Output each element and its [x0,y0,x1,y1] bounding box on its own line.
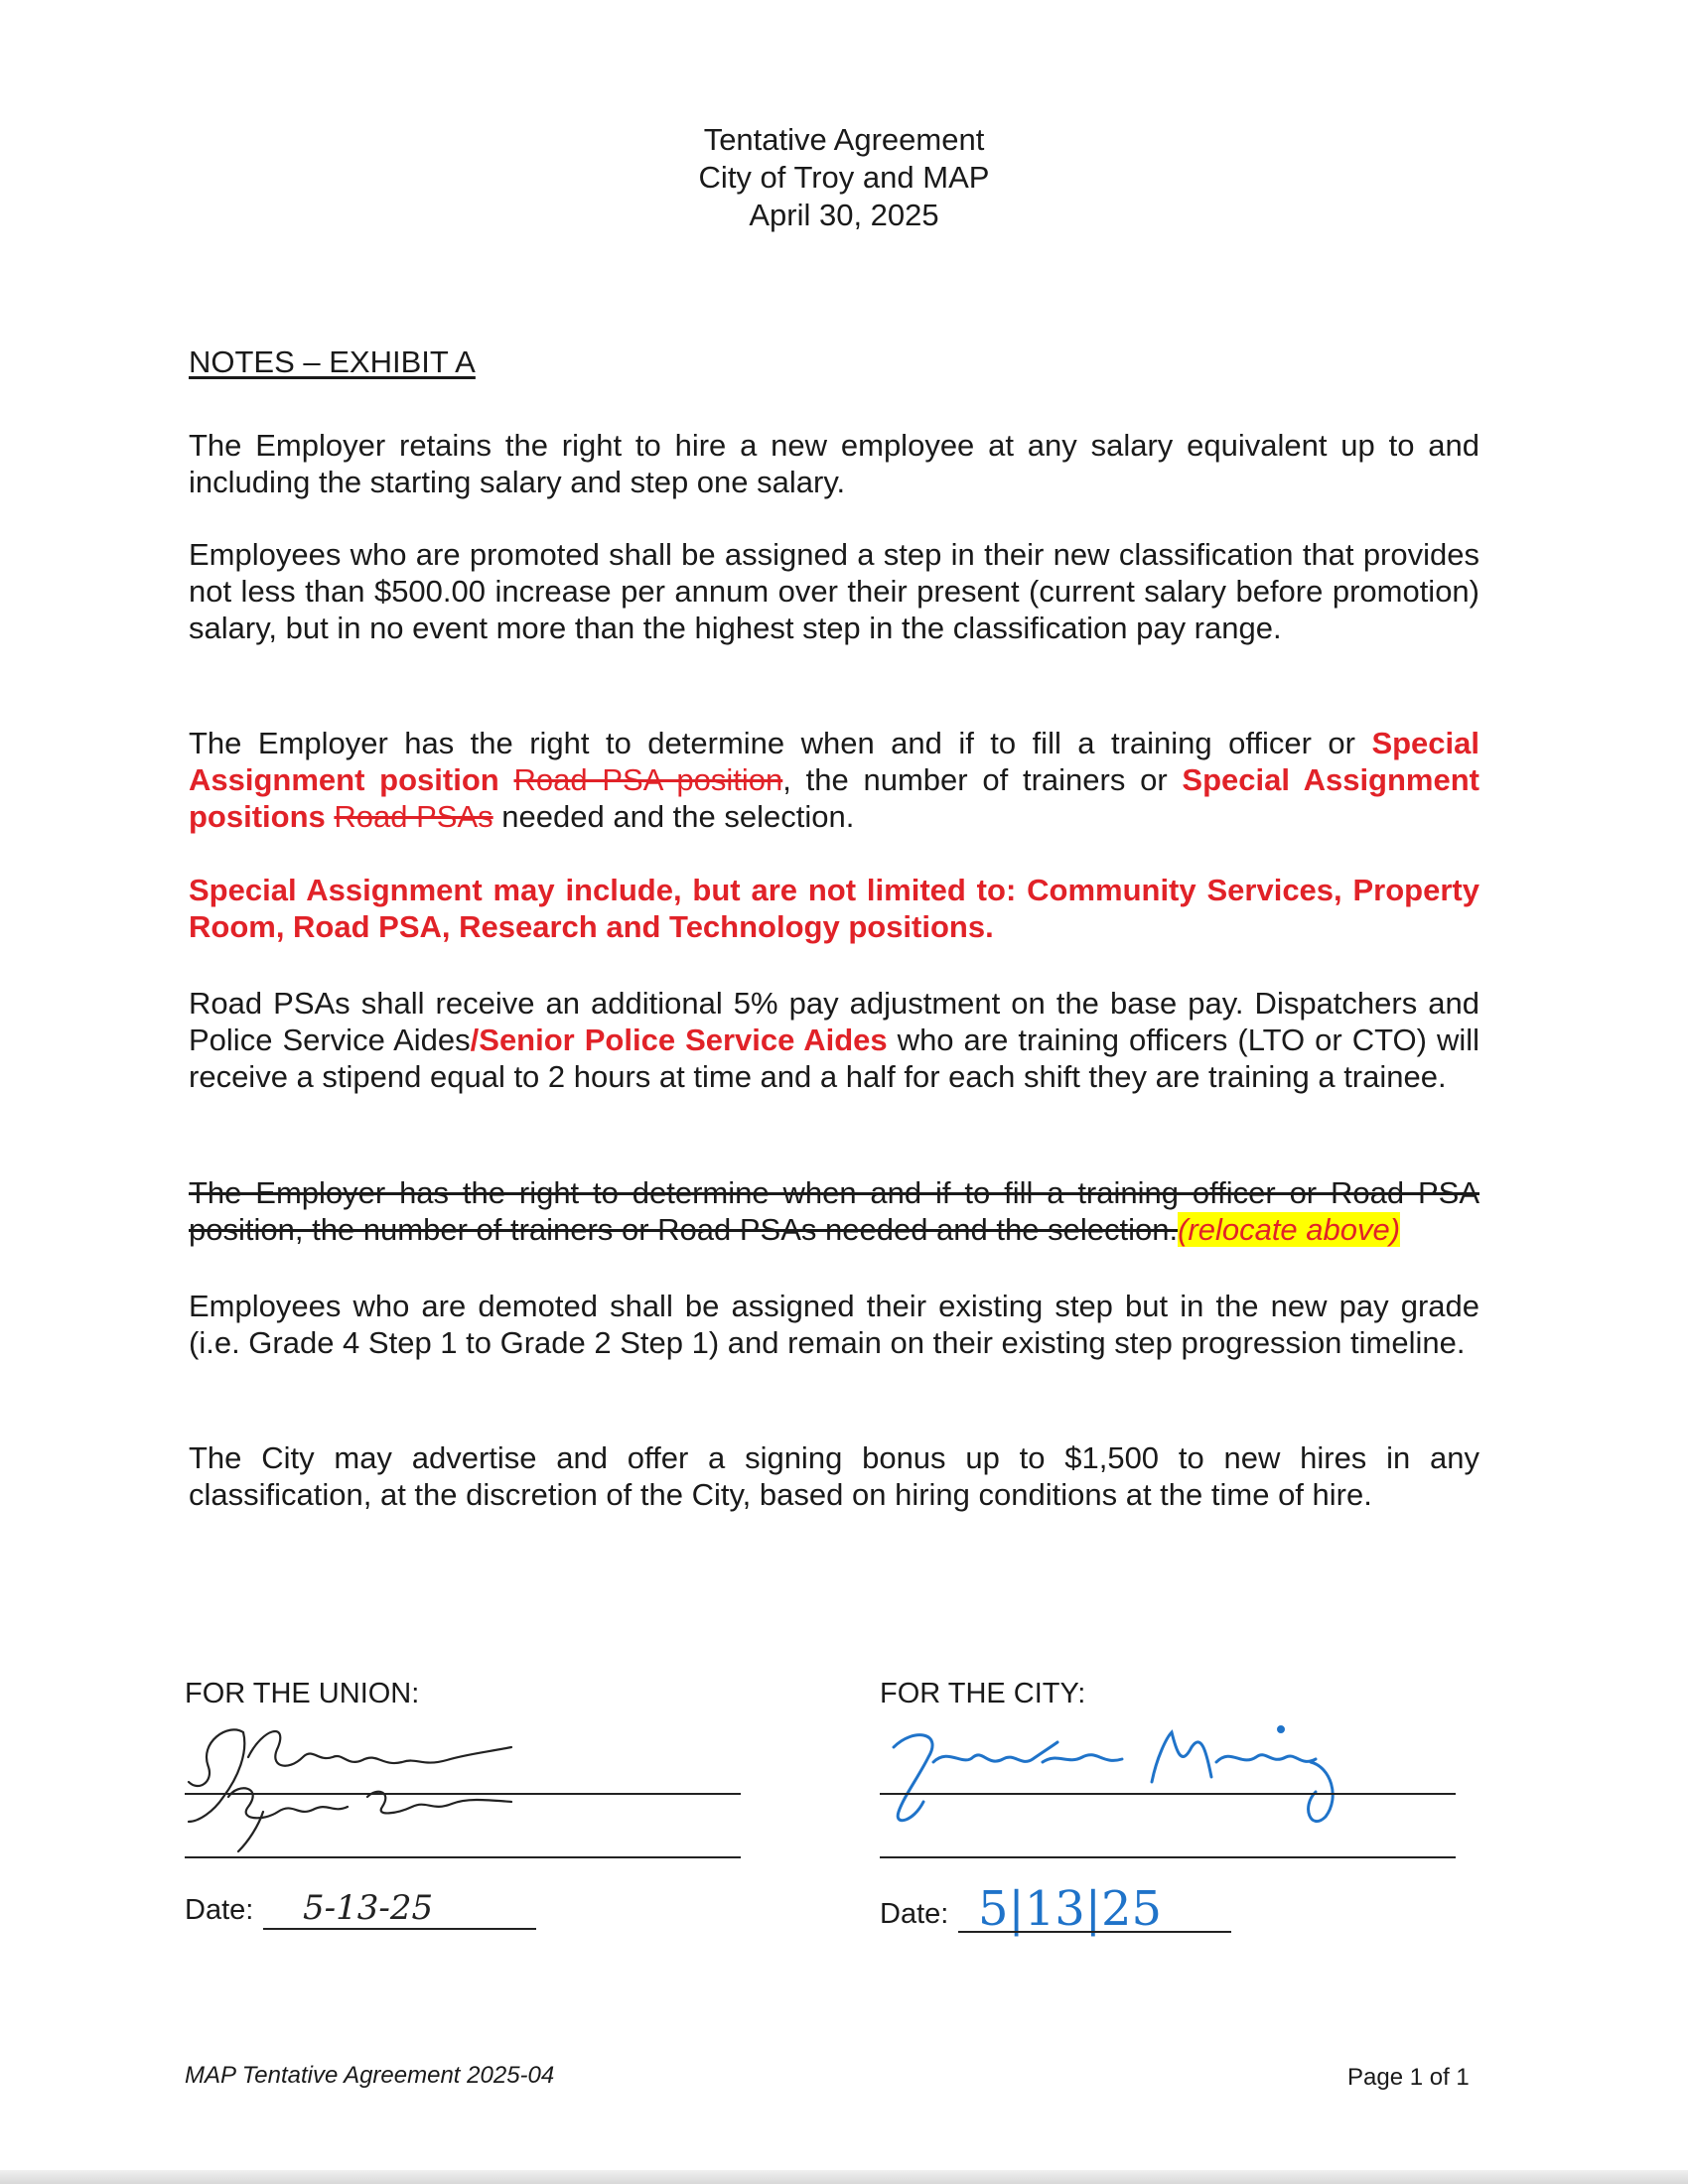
paragraph-signing-bonus: The City may advertise and offer a signing bonus up to $1,500 to new hires in any classification, at the discretion of the City, based on hiring conditions at the time of hire. [189,1440,1479,1512]
city-date-label: Date: [880,1898,949,1930]
paragraph-deleted-training [189,1174,1479,1248]
union-date-value: 5-13-25 [303,1888,434,1928]
section-title: NOTES – EXHIBIT A [189,344,476,379]
text-segment: The Employer has the right to determine when and if to fill a training officer or [189,726,1372,760]
text-segment: who are training officers (LTO or CTO) will receive a stipend equal to 2 hours at time and a half for each shift they are training a trainee. [189,1023,1479,1094]
text-segment: Road PSAs shall receive an additional 5% pay adjustment on the base pay. Dispatchers and Police Service Aides [189,986,1479,1057]
union-signature [169,1703,586,1861]
city-signature [874,1707,1370,1856]
union-label: FOR THE UNION: [185,1678,420,1709]
header-title: Tentative Agreement [703,122,985,157]
paragraph-training-officer [189,725,1479,835]
relocate-note: (relocate above) [1178,1212,1401,1247]
paragraph-hiring-salary: The Employer retains the right to hire a new employee at any salary equivalent up to and including the starting salary and step one salary. [189,428,1479,499]
deleted-text: Road PSAs [334,799,493,834]
paragraph-special-assignment: Special Assignment may include, but are not limited to: Community Services, Property Room, Road PSA, Research and Technology positions. [189,873,1479,944]
header-parties: City of Troy and MAP [698,160,990,195]
inserted-text: Special Assignment positions [189,762,1479,834]
header-date: April 30, 2025 [749,198,939,232]
text-segment: , the number of trainers or [782,762,1183,797]
paragraph-promotion: Employees who are promoted shall be assigned a step in their new classification that provides not less than $500.00 increase per annum over their present (current salary before promotion) salary, but in no event more than the highest step in the classification pay range. [189,537,1479,645]
deleted-text: Road PSA position [513,762,783,797]
city-label: FOR THE CITY: [880,1678,1086,1709]
inserted-text: Special Assignment position [189,726,1479,797]
city-date-value: 5|13|25 [978,1881,1163,1937]
paragraph-demotion: Employees who are demoted shall be assigned their existing step but in the new pay grade (i.e. Grade 4 Step 1 to Grade 2 Step 1) and remain on their existing step progression timeline. [189,1289,1479,1360]
city-signature-line-2 [880,1856,1456,1858]
city-date-line [958,1931,1231,1933]
footer-document-id: MAP Tentative Agreement 2025-04 [185,2062,555,2089]
union-signature-line-1 [185,1793,741,1795]
scan-bottom-edge [0,2170,1688,2184]
union-date-line [263,1928,536,1930]
inserted-text: /Senior Police Service Aides [470,1023,888,1057]
city-signature-line-1 [880,1793,1456,1795]
deleted-text: The Employer has the right to determine when and if to fill a training officer or Road PSA position, the number of trainers or Road PSAs needed and the selection. [189,1175,1479,1247]
paragraph-road-psa-pay [189,985,1479,1095]
union-signature-line-2 [185,1856,741,1858]
text-segment: needed and the selection. [492,799,855,834]
footer-page-number: Page 1 of 1 [1347,2064,1470,2091]
document-header [0,121,1688,234]
union-date-label: Date: [185,1894,254,1926]
